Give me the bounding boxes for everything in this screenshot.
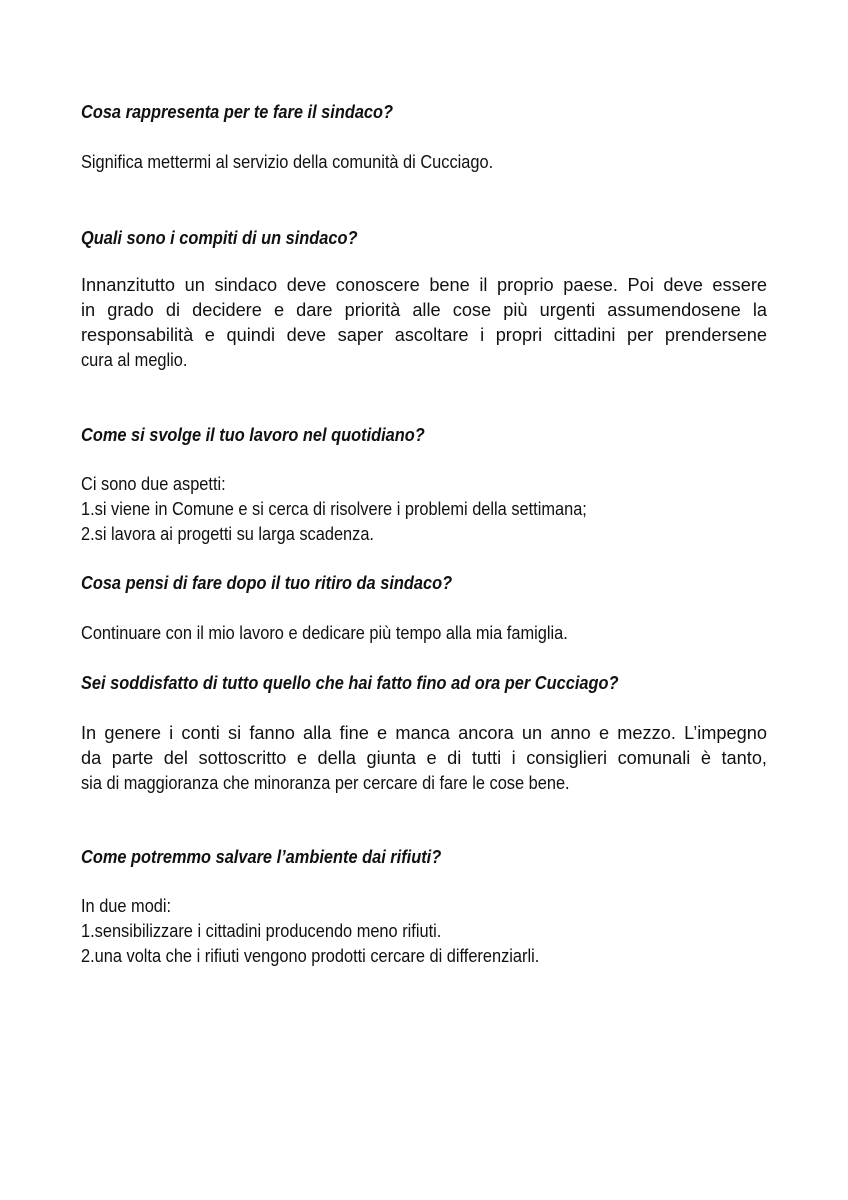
- answer-line: sia di maggioranza che minoranza per cercare di fare le cose bene.: [81, 773, 570, 793]
- answer-line: Innanzitutto un sindaco deve conoscere bene il proprio paese. Poi deve essere: [81, 275, 767, 295]
- question-heading: Quali sono i compiti di un sindaco?: [81, 228, 358, 248]
- answer-line: Continuare con il mio lavoro e dedicare più tempo alla mia famiglia.: [81, 623, 568, 643]
- question-heading: Come potremmo salvare l’ambiente dai rifiuti?: [81, 847, 442, 867]
- answer-line: 1.sensibilizzare i cittadini producendo meno rifiuti.: [81, 921, 442, 941]
- question-heading: Come si svolge il tuo lavoro nel quotidiano?: [81, 425, 425, 445]
- question-heading: Cosa pensi di fare dopo il tuo ritiro da sindaco?: [81, 573, 453, 593]
- answer-line: In genere i conti si fanno alla fine e manca ancora un anno e mezzo. L’impegno: [81, 723, 767, 743]
- answer-line: cura al meglio.: [81, 350, 188, 370]
- answer-line: 2.una volta che i rifiuti vengono prodotti cercare di differenziarli.: [81, 946, 540, 966]
- question-heading: Sei soddisfatto di tutto quello che hai fatto fino ad ora per Cucciago?: [81, 673, 619, 693]
- answer-line: Significa mettermi al servizio della comunità di Cucciago.: [81, 152, 494, 172]
- question-heading: Cosa rappresenta per te fare il sindaco?: [81, 102, 394, 122]
- answer-line: da parte del sottoscritto e della giunta e di tutti i consiglieri comunali è tanto,: [81, 748, 767, 768]
- answer-line: responsabilità e quindi deve saper ascoltare i propri cittadini per prendersene: [81, 325, 767, 345]
- answer-line: Ci sono due aspetti:: [81, 474, 226, 494]
- answer-line: 2.si lavora ai progetti su larga scadenza.: [81, 524, 374, 544]
- answer-line: In due modi:: [81, 896, 172, 916]
- answer-line: in grado di decidere e dare priorità alle cose più urgenti assumendosene la: [81, 300, 767, 320]
- answer-line: 1.si viene in Comune e si cerca di risolvere i problemi della settimana;: [81, 499, 587, 519]
